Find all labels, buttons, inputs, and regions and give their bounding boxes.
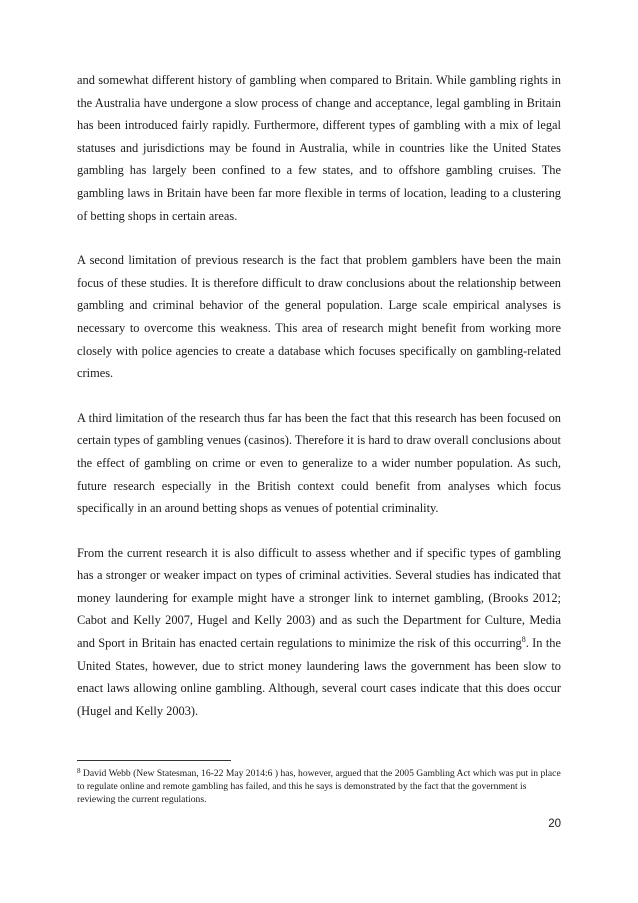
- paragraph-4-text-before-note: From the current research it is also difficult to assess whether and if specific types of gambling has a stronger or weaker impact on types of criminal activities. Several studies has indicated that money laundering for example might have a stronger link to internet gambling, (Brooks 2012; Cabot and Kelly 2007, Hugel and Kelly 2003) and as such the Department for Culture, Media and Sport in Britain has enacted certain regulations to minimize the risk of this occurring: [77, 545, 561, 651]
- footnote-separator: [77, 760, 231, 761]
- page-body: [77, 69, 561, 744]
- footnote-marker: 8: [77, 767, 81, 775]
- footnote: [77, 767, 561, 807]
- body-paragraph-3: A third limitation of the research thus far has been the fact that this research has been focused on certain types of gambling venues (casinos). Therefore it is hard to draw overall conclusions about the effect of gambling on crime or even to generalize to a wider number population. As such, future research especially in the British context could benefit from analyses which focus specifically in an around betting shops as venues of potential criminality.: [77, 410, 561, 516]
- body-paragraph-2: A second limitation of previous research is the fact that problem gamblers have been the main focus of these studies. It is therefore difficult to draw conclusions about the relationship between gambling and criminal behavior of the general population. Large scale empirical analyses is necessary to overcome this weakness. This area of research might benefit from working more closely with police agencies to create a database which focuses specifically on gambling-related crimes.: [77, 253, 561, 381]
- footnote-text: David Webb (New Statesman, 16-22 May 2014:6 ) has, however, argued that the 2005 Gambling Act which was put in place to regulate online and remote gambling has failed, and this he says is demonstrated by the fact that the government is reviewing the current regulations.: [77, 768, 561, 806]
- paragraph-4-text-after-note: . In the United States, however, due to strict money laundering laws the government has been slow to enact laws allowing online gambling. Although, several court cases indicate that this does occur (Hugel and Kelly 2003).: [77, 636, 561, 718]
- footnote-reference[interactable]: 8: [521, 635, 526, 645]
- page-number: 20: [548, 818, 561, 830]
- body-paragraph-1: and somewhat different history of gambling when compared to Britain. While gambling rights in the Australia have undergone a slow process of change and acceptance, legal gambling in Britain has been introduced fairly rapidly. Furthermore, different types of gambling with a mix of legal statuses and jurisdictions may be found in Australia, while in countries like the United States gambling has largely been confined to a few states, and to offshore gambling cruises. The gambling laws in Britain have been far more flexible in terms of location, leading to a clustering of betting shops in certain areas.: [77, 73, 561, 223]
- body-paragraph-4: [77, 542, 561, 723]
